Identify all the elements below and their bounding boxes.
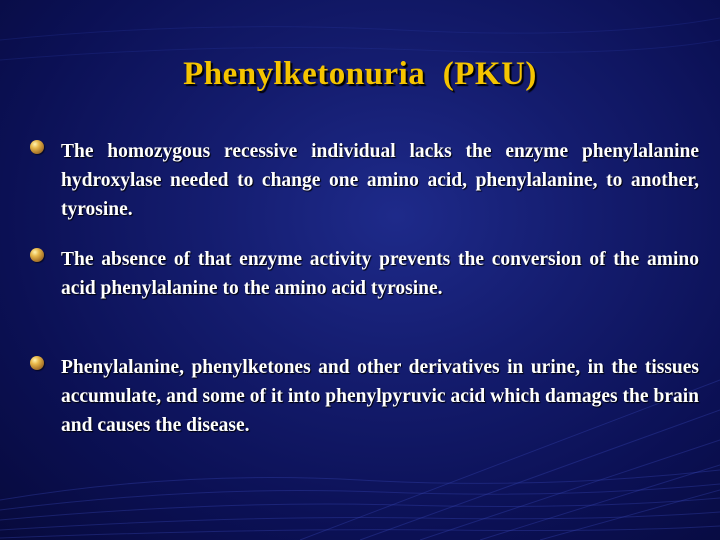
gold-sphere-bullet-icon: [30, 356, 44, 370]
gold-sphere-bullet-icon: [30, 248, 44, 262]
gold-sphere-bullet-icon: [30, 140, 44, 154]
bullet-text-1: The homozygous recessive individual lacks the enzyme phenylalanine hydroxylase needed to change one amino acid, phenylalanine, to another, tyrosine.: [61, 141, 699, 220]
bullet-text-3: Phenylalanine, phenylketones and other derivatives in urine, in the tissues accumulate, and some of it into phenylpyruvic acid which damages the brain and causes the disease.: [61, 357, 699, 436]
bullet-text-2: The absence of that enzyme activity prevents the conversion of the amino acid phenylalanine to the amino acid tyrosine.: [61, 249, 699, 299]
slide-title: Phenylketonuria (PKU): [183, 56, 537, 92]
